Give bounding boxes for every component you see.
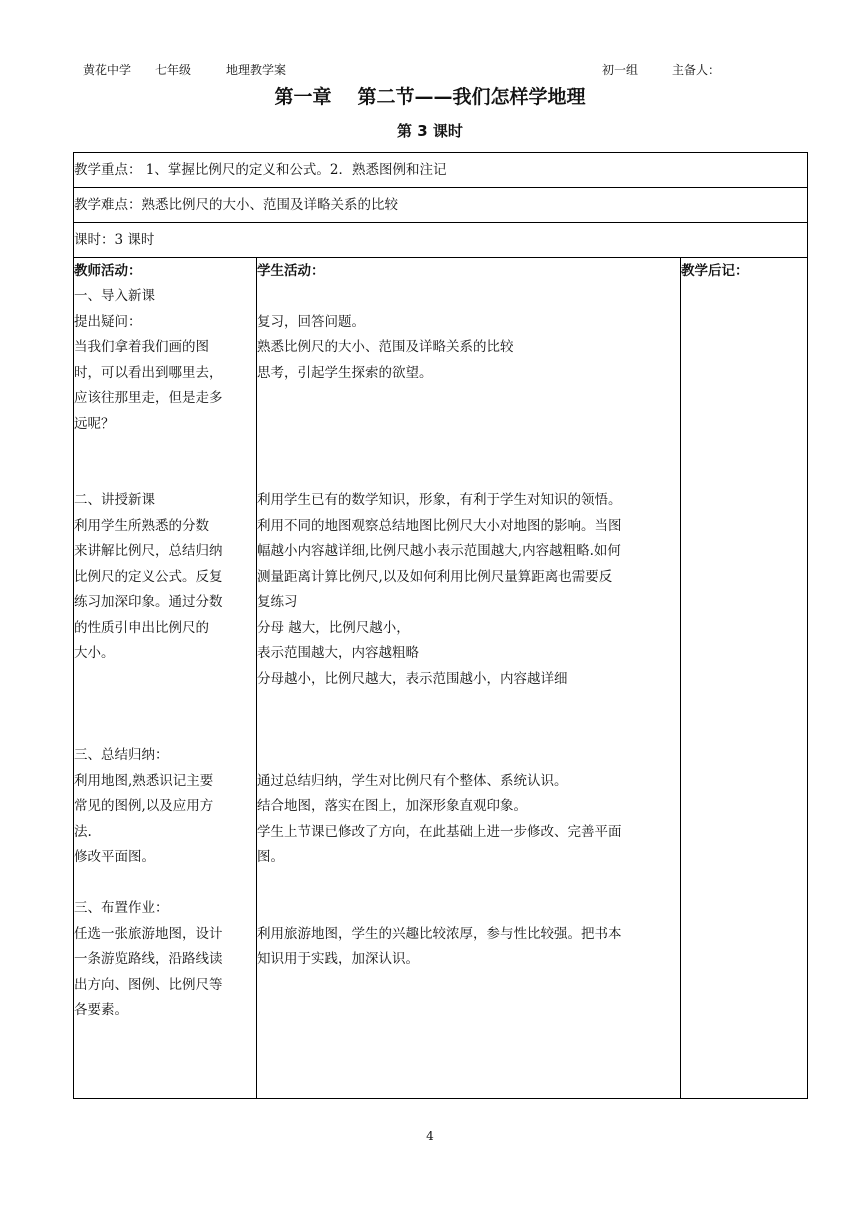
page-title — [0, 84, 860, 110]
header-grade: 七年级 — [155, 63, 192, 77]
student-activity-line: 复练习 — [257, 594, 298, 610]
student-activity-line: 利用旅游地图，学生的兴趣比较浓厚，参与性比较强。把书本 — [257, 925, 622, 942]
student-activity-line: 利用学生已有的数学知识，形象，有利于学生对知识的领悟。 — [257, 492, 622, 508]
teacher-activity-line: 三、总结归纳： — [74, 747, 169, 763]
teacher-activity-line: 任选一张旅游地图，设计 — [74, 925, 223, 942]
student-activity-line — [257, 718, 680, 744]
teacher-heading: 教师活动： — [74, 263, 142, 279]
student-lines — [257, 284, 680, 973]
student-activity-line: 分母 越大，比例尺越小， — [257, 619, 410, 636]
teacher-activity-line — [74, 667, 256, 693]
student-activity-line — [257, 692, 680, 718]
teacher-activity-line: 的性质引申出比例尺的 — [74, 619, 209, 636]
student-activity-line: 分母越小，比例尺越大，表示范围越小，内容越详细 — [257, 670, 568, 687]
student-heading: 学生活动： — [257, 263, 325, 279]
student-activity-line: 测量距离计算比例尺,以及如何利用比例尺量算距离也需要反 — [257, 568, 613, 585]
teacher-activity-line: 远呢？ — [74, 415, 115, 432]
header-school: 黄花中学 — [83, 63, 132, 77]
student-activity-line — [257, 743, 680, 769]
teacher-activity-line: 一条游览路线，沿路线读 — [74, 951, 223, 967]
teacher-lines — [74, 284, 256, 1024]
header-group: 初一组 — [602, 63, 639, 77]
teacher-activity-line: 练习加深印象。通过分数 — [74, 594, 223, 610]
student-activity-line — [257, 871, 680, 897]
teacher-activity-line: 比例尺的定义公式。反复 — [74, 568, 223, 585]
difficulties: 教学难点：熟悉比例尺的大小、范围及详略关系的比较 — [74, 197, 398, 213]
title-chapter: 第一章 — [274, 86, 332, 108]
teacher-activity-line — [74, 871, 256, 897]
lesson-number: 第 3 课时 — [397, 122, 463, 140]
student-activity-line: 利用不同的地图观察总结地图比例尺大小对地图的影响。当图 — [257, 517, 622, 534]
title-section: 第二节——我们怎样学地理 — [357, 86, 586, 108]
student-activities-cell — [257, 258, 681, 1099]
teacher-activity-line: 二、讲授新课 — [74, 492, 155, 508]
class-hours-row — [74, 223, 808, 258]
key-points-row — [74, 153, 808, 188]
student-activity-line: 思考，引起学生探索的欲望。 — [257, 364, 433, 381]
teaching-notes-cell — [681, 258, 808, 1099]
notes-heading: 教学后记： — [681, 263, 749, 279]
student-activity-line: 图。 — [257, 849, 284, 865]
student-activity-line: 通过总结归纳，学生对比例尺有个整体、系统认识。 — [257, 772, 568, 789]
teacher-activity-line: 应该往那里走，但是走多 — [74, 390, 223, 406]
teacher-activity-line: 一、导入新课 — [74, 288, 155, 304]
student-activity-line: 熟悉比例尺的大小、范围及详略关系的比较 — [257, 339, 514, 355]
teacher-activity-line: 三、布置作业： — [74, 900, 169, 916]
teacher-activity-line: 时，可以看出到哪里去， — [74, 364, 223, 381]
teacher-activity-line: 法. — [74, 823, 92, 840]
teacher-activity-line: 常见的图例,以及应用方 — [74, 798, 214, 814]
student-activity-line: 幅越小内容越详细,比例尺越小表示范围越大,内容越粗略.如何 — [257, 543, 621, 559]
teacher-activity-line: 出方向、图例、比例尺等 — [74, 976, 223, 993]
teacher-activity-line: 修改平面图。 — [74, 849, 155, 865]
teacher-activity-line: 大小。 — [74, 645, 115, 661]
student-activity-line — [257, 896, 680, 922]
student-activity-line: 复习，回答问题。 — [257, 313, 365, 330]
header-preparer: 主备人： — [672, 63, 721, 77]
teacher-activity-line — [74, 692, 256, 718]
teacher-activity-line: 利用学生所熟悉的分数 — [74, 517, 209, 534]
teacher-activity-line: 当我们拿着我们画的图 — [74, 339, 209, 355]
page-number: 4 — [426, 1129, 434, 1143]
page-header — [83, 61, 783, 79]
student-activity-line: 学生上节课已修改了方向，在此基础上进一步修改、完善平面 — [257, 823, 622, 840]
student-activity-line: 结合地图，落实在图上，加深形象直观印象。 — [257, 798, 527, 814]
lesson-plan-table — [73, 152, 808, 1099]
key-points: 教学重点： 1、掌握比例尺的定义和公式。2．熟悉图例和注记 — [74, 162, 447, 178]
student-activity-line: 表示范围越大，内容越粗略 — [257, 645, 419, 661]
difficulties-row — [74, 188, 808, 223]
header-doc-type: 地理教学案 — [226, 63, 287, 77]
teacher-activities-cell — [74, 258, 257, 1099]
activities-row — [74, 258, 808, 1099]
student-activity-line — [257, 463, 680, 489]
teacher-activity-line: 各要素。 — [74, 1002, 128, 1018]
student-activity-line — [257, 437, 680, 463]
teacher-activity-line: 利用地图,熟悉识记主要 — [74, 772, 214, 789]
teacher-activity-line: 提出疑问： — [74, 313, 142, 330]
teacher-activity-line — [74, 437, 256, 463]
student-activity-line — [257, 386, 680, 412]
teacher-activity-line — [74, 718, 256, 744]
class-hours: 课时：3 课时 — [74, 232, 155, 248]
student-activity-line: 知识用于实践，加深认识。 — [257, 951, 419, 967]
student-activity-line — [257, 412, 680, 438]
student-activity-line — [257, 284, 680, 310]
teacher-activity-line: 来讲解比例尺，总结归纳 — [74, 543, 223, 559]
teacher-activity-line — [74, 463, 256, 489]
